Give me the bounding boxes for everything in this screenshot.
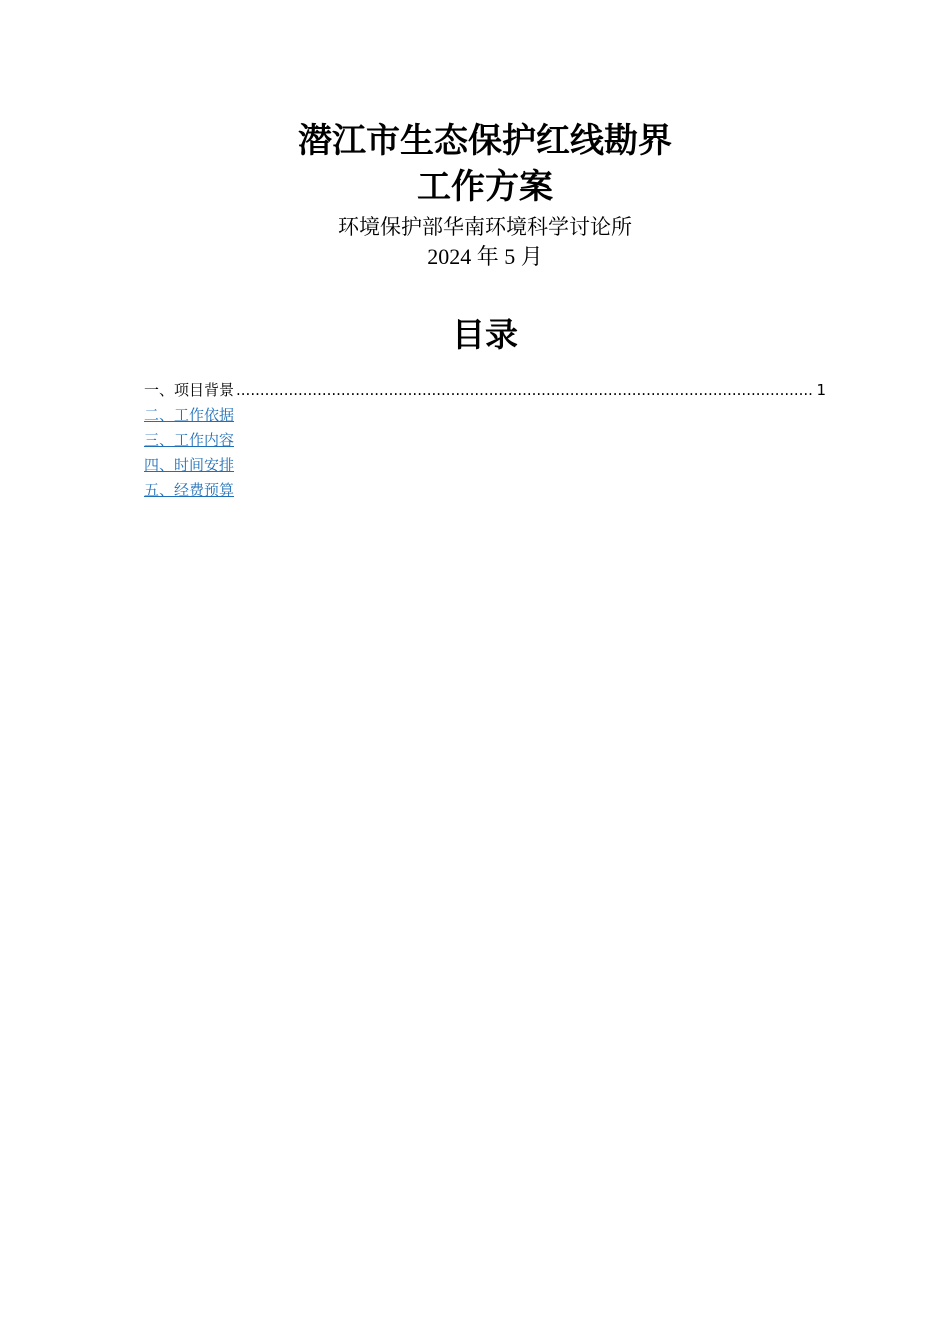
toc-heading: 目录 [452,315,518,354]
cover-title-block [0,118,950,272]
document-date: 2024 年 5 月 [427,244,543,269]
document-title-line-1: 潜江市生态保护红线勘界 [298,121,672,161]
toc-entry-1[interactable] [144,378,826,403]
toc-entry-2[interactable] [144,403,826,428]
toc-entry-5[interactable] [144,478,826,503]
toc-entry-link[interactable]: 四、时间安排 [144,456,235,474]
toc-entry-label[interactable]: 一、项目背景 [144,381,235,399]
toc-entry-4[interactable] [144,453,826,478]
toc-entry-link[interactable]: 五、经费预算 [144,481,235,499]
table-of-contents [144,378,826,503]
toc-dot-leader [236,378,814,403]
toc-entry-link[interactable]: 三、工作内容 [144,431,235,449]
document-organization: 环境保护部华南环境科学讨论所 [338,215,632,239]
toc-entry-link[interactable]: 二、工作依据 [144,406,235,424]
toc-entry-3[interactable] [144,428,826,453]
toc-page-number: 1 [816,381,826,399]
document-title-line-2: 工作方案 [417,167,553,207]
